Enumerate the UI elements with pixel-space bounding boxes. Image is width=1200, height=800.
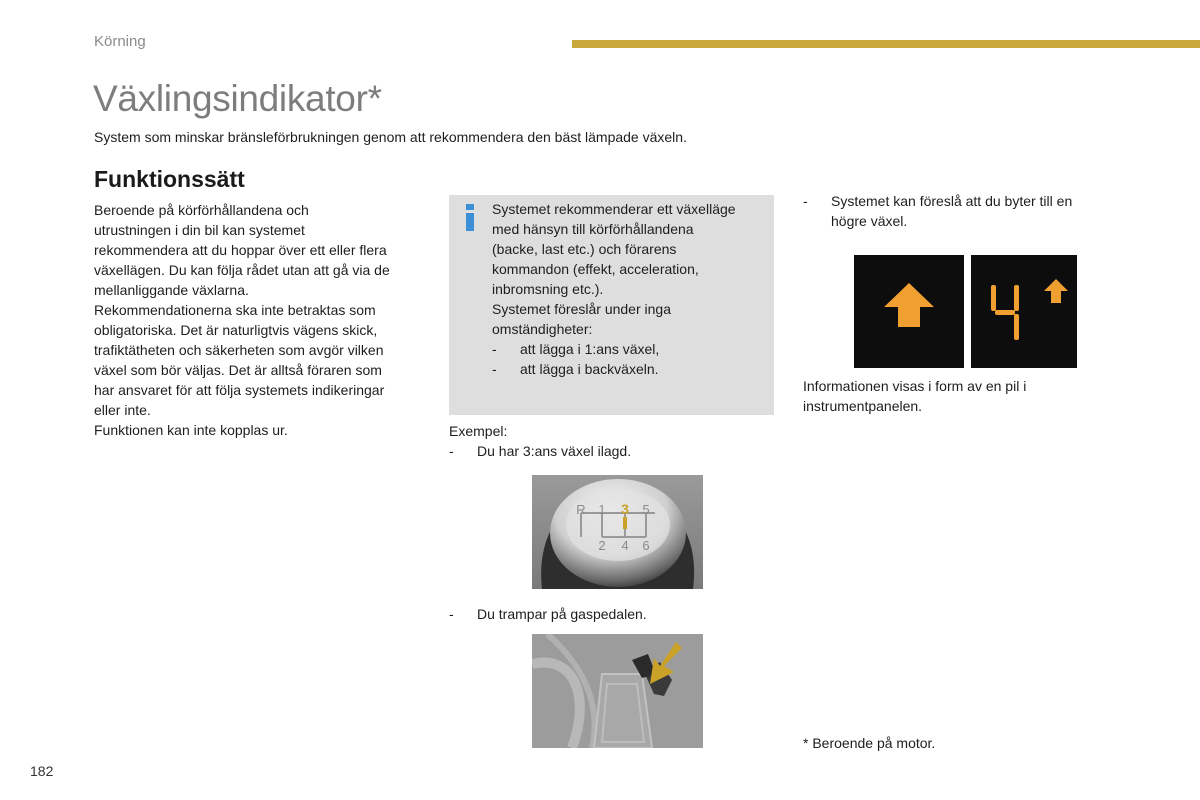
gear-label-4: 4 [621, 538, 629, 553]
example-step-1: - Du har 3:ans växel ilagd. [449, 443, 632, 459]
info-line: inbromsning etc.). [492, 281, 604, 297]
footnote: * Beroende på motor. [803, 735, 936, 751]
info-list-item: - att lägga i 1:ans växel, [492, 341, 660, 357]
display-caption [803, 376, 1123, 416]
gear-knob-image [532, 475, 703, 589]
info-icon [466, 204, 474, 231]
body-line: utrustningen i din bil kan systemet [94, 222, 305, 238]
info-line: kommandon (effekt, acceleration, [492, 261, 699, 277]
gear-label-2: 2 [598, 538, 606, 553]
upshift-line: Systemet kan föreslå att du byter till en [831, 193, 1073, 209]
body-line: mellanliggande växlarna. [94, 282, 249, 298]
info-text [492, 199, 767, 379]
info-line: omständigheter: [492, 321, 593, 337]
body-line: Funktionen kan inte kopplas ur. [94, 422, 288, 438]
info-box [449, 195, 774, 415]
body-line: eller inte. [94, 402, 151, 418]
gear-label-5: 5 [642, 502, 650, 517]
body-line: obligatoriska. Det är naturligtvis vägens skick, [94, 322, 378, 338]
section-label: Körning [94, 33, 146, 50]
display-gear-panel [971, 255, 1077, 368]
upshift-note: - Systemet kan föreslå att du byter till en högre växel. [803, 193, 1073, 229]
upshift-line: högre växel. [831, 213, 908, 229]
info-line: med hänsyn till körförhållandena [492, 221, 694, 237]
info-line: (backe, last etc.) och förarens [492, 241, 677, 257]
body-line: rekommendera att du hoppar över ett eller flera [94, 242, 387, 258]
body-line: har ansvaret för att följa systemets indikeringar [94, 382, 385, 398]
small-arrow-up-icon [1044, 279, 1068, 303]
intro-text: System som minskar bränsleförbrukningen genom att rekommendera den bäst lämpade växeln. [94, 129, 687, 145]
header-accent-bar [572, 40, 1200, 48]
page-title: Växlingsindikator* [93, 78, 382, 119]
caption-line: instrumentpanelen. [803, 398, 923, 414]
info-list-item: - att lägga i backväxeln. [492, 361, 659, 377]
caption-line: Informationen visas i form av en pil i [803, 378, 1027, 394]
accelerator-pedal-image [532, 634, 703, 748]
gear-label-3: 3 [621, 501, 629, 517]
page-number: 182 [30, 763, 54, 779]
gear-label-6: 6 [642, 538, 650, 553]
example-label: Exempel: [449, 423, 508, 439]
example-block [449, 421, 779, 461]
display-separator [964, 255, 971, 368]
gear-label-r: R [576, 502, 586, 517]
body-line: växellägen. Du kan följa rådet utan att gå via de [94, 262, 390, 278]
body-line: Rekommendationerna ska inte betraktas som [94, 302, 376, 318]
arrow-up-icon [884, 283, 934, 327]
body-line: trafiktätheten och säkerheten som avgör vilken [94, 342, 384, 358]
info-line: Systemet rekommenderar ett växelläge [492, 201, 736, 217]
body-text-column [94, 200, 434, 440]
body-line: Beroende på körförhållandena och [94, 202, 309, 218]
section-heading: Funktionssätt [94, 166, 245, 192]
display-arrow-panel [854, 255, 964, 368]
example-step-2: - Du trampar på gaspedalen. [449, 606, 647, 622]
info-line: Systemet föreslår under inga [492, 301, 671, 317]
body-line: växel som bör väljas. Det är alltså föraren som [94, 362, 382, 378]
gear-label-1: 1 [598, 502, 606, 517]
